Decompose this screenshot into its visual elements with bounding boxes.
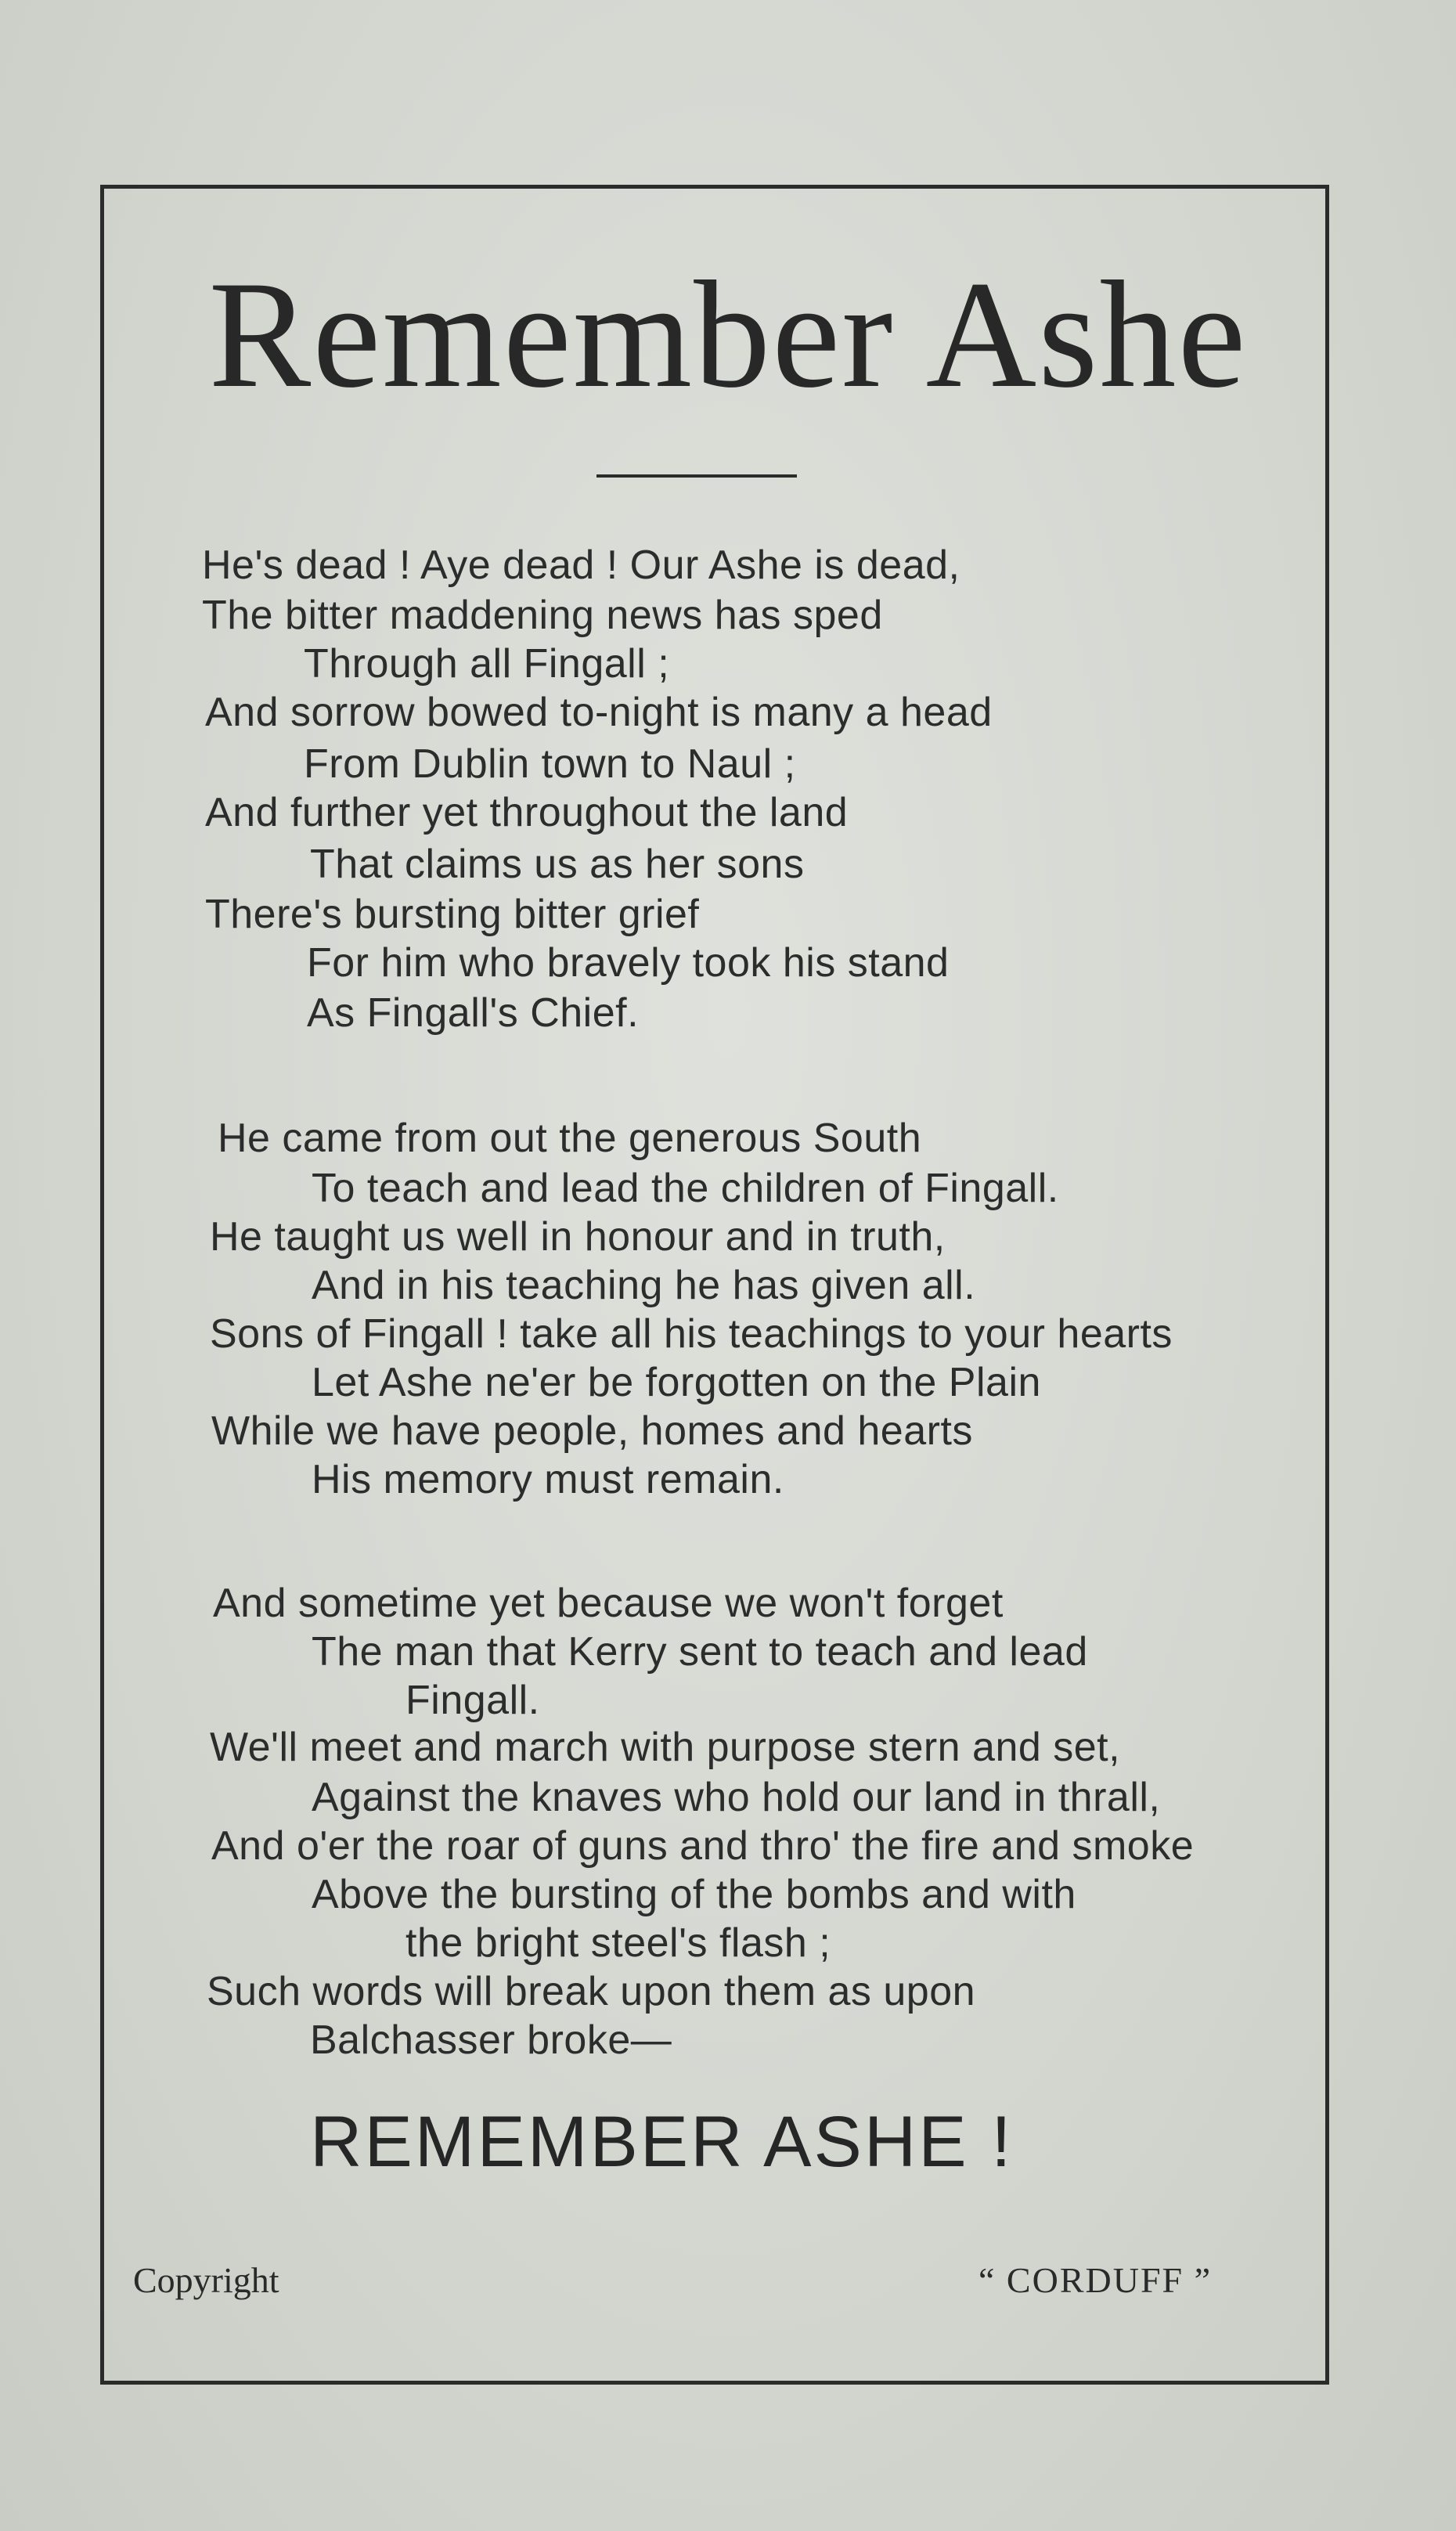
poem-line: There's bursting bitter grief [205,892,700,937]
poem-line: The bitter maddening news has sped [202,593,883,638]
poem-line: And sorrow bowed to-night is many a head [205,690,993,735]
closing-exclamation: REMEMBER ASHE ! [310,2102,1014,2182]
poem-line: the bright steel's flash ; [405,1920,831,1966]
poem-line: And sometime yet because we won't forget [213,1581,1004,1626]
poem-line: Against the knaves who hold our land in thrall, [312,1775,1161,1820]
poem-line: As Fingall's Chief. [307,990,640,1036]
poem-line: Fingall. [405,1678,540,1723]
poem-line: He taught us well in honour and in truth, [210,1214,946,1260]
poem-line: For him who bravely took his stand [307,940,950,986]
poem-line: The man that Kerry sent to teach and lead [312,1629,1088,1675]
poem-line: Balchasser broke— [310,2017,672,2063]
poem-line: He came from out the generous South [218,1116,922,1161]
poem-line: Through all Fingall ; [304,641,670,687]
poem-title: Remember Ashe [208,250,1248,420]
poem-line: Above the bursting of the bombs and with [312,1872,1076,1917]
poem-line: Sons of Fingall ! take all his teachings to your hearts [210,1311,1173,1357]
poem-line: And in his teaching he has given all. [312,1263,976,1308]
poem-line: And further yet throughout the land [205,790,849,835]
poem-line: We'll meet and march with purpose stern and set, [210,1725,1121,1770]
poem-line: His memory must remain. [312,1457,784,1502]
author-signature: “ CORDUFF ” [978,2260,1213,2300]
poem-line: While we have people, homes and hearts [211,1408,973,1454]
poem-line: From Dublin town to Naul ; [304,741,796,787]
poem-line: He's dead ! Aye dead ! Our Ashe is dead, [202,543,960,588]
copyright-label: Copyright [133,2260,279,2300]
poem-line: Let Ashe ne'er be forgotten on the Plain [312,1360,1041,1405]
poem-line: Such words will break upon them as upon [207,1969,976,2014]
poem-line: And o'er the roar of guns and thro' the fire and smoke [211,1823,1195,1869]
poem-line: To teach and lead the children of Fingall. [312,1166,1059,1211]
poem-line: That claims us as her sons [310,842,805,887]
